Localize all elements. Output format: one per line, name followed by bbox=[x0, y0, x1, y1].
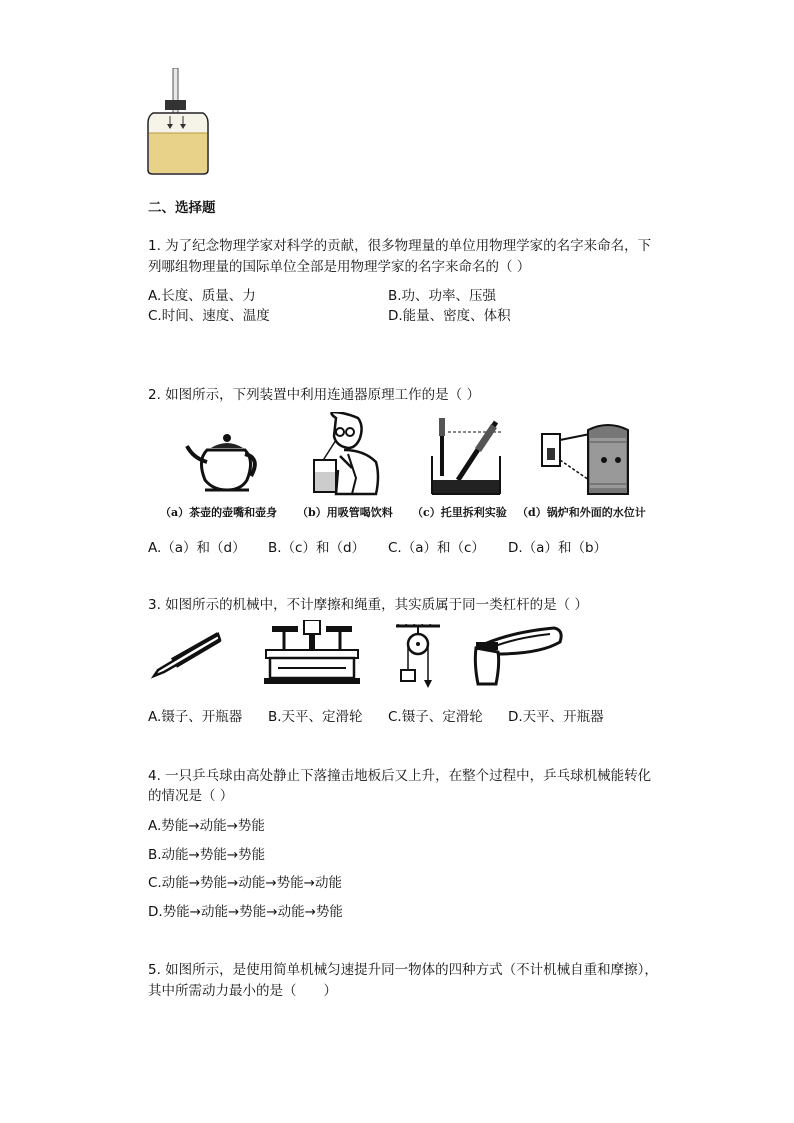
jar-tube-figure bbox=[143, 68, 213, 178]
q2-caption-a: （a）茶壶的壶嘴和壶身 bbox=[160, 506, 278, 519]
q3-option-c: C.镊子、定滑轮 bbox=[388, 709, 483, 725]
q4-option-b: B.动能→势能→势能 bbox=[148, 847, 266, 863]
q3-option-a: A.镊子、开瓶器 bbox=[148, 709, 243, 725]
bottle-opener-figure bbox=[470, 624, 566, 686]
q2-caption-b: （b）用吸管喝饮料 bbox=[297, 506, 393, 519]
q1-option-b: B.功、功率、压强 bbox=[388, 288, 497, 304]
q2-option-d: D.（a）和（b） bbox=[508, 540, 608, 556]
q4-stem-line2: 的情况是（ ） bbox=[148, 788, 234, 804]
q1-option-d: D.能量、密度、体积 bbox=[388, 308, 511, 324]
q4-stem-line1: 4. 一只乒乓球由高处静止下落撞击地板后又上升，在整个过程中，乒乓球机械能转化 bbox=[148, 768, 652, 784]
torricelli-figure bbox=[428, 416, 504, 498]
q4-option-c: C.动能→势能→动能→势能→动能 bbox=[148, 875, 342, 891]
q2-stem: 2. 如图所示，下列装置中利用连通器原理工作的是（ ） bbox=[148, 387, 480, 403]
q4-option-a: A.势能→动能→势能 bbox=[148, 818, 265, 834]
q1-option-c: C.时间、速度、温度 bbox=[148, 308, 270, 324]
q2-option-c: C.（a）和（c） bbox=[388, 540, 485, 556]
q1-stem-line1: 1. 为了纪念物理学家对科学的贡献，很多物理量的单位用物理学家的名字来命名，下 bbox=[148, 238, 652, 254]
q2-option-a: A.（a）和（d） bbox=[148, 540, 246, 556]
balance-figure bbox=[264, 620, 360, 684]
q3-option-d: D.天平、开瓶器 bbox=[508, 709, 604, 725]
straw-drinking-figure bbox=[300, 412, 384, 496]
tweezers-figure bbox=[150, 630, 222, 680]
q1-option-a: A.长度、质量、力 bbox=[148, 288, 256, 304]
fixed-pulley-figure bbox=[394, 624, 442, 690]
q3-stem: 3. 如图所示的机械中，不计摩擦和绳重，其实质属于同一类杠杆的是（ ） bbox=[148, 597, 588, 613]
q2-caption-d: （d）锅炉和外面的水位计 bbox=[517, 506, 646, 519]
q2-caption-c: （c）托里拆利实验 bbox=[412, 506, 507, 519]
q5-stem-line1: 5. 如图所示，是使用简单机械匀速提升同一物体的四种方式（不计机械自重和摩擦）， bbox=[148, 962, 658, 978]
q1-stem-line2: 列哪组物理量的国际单位全部是用物理学家的名字来命名的（ ） bbox=[148, 259, 531, 275]
teapot-figure bbox=[185, 430, 265, 494]
section-title: 二、选择题 bbox=[148, 200, 216, 216]
q2-option-b: B.（c）和（d） bbox=[268, 540, 366, 556]
boiler-figure bbox=[534, 420, 634, 498]
q4-option-d: D.势能→动能→势能→动能→势能 bbox=[148, 904, 343, 920]
q3-option-b: B.天平、定滑轮 bbox=[268, 709, 363, 725]
q5-stem-line2: 其中所需动力最小的是（ ） bbox=[148, 983, 337, 999]
